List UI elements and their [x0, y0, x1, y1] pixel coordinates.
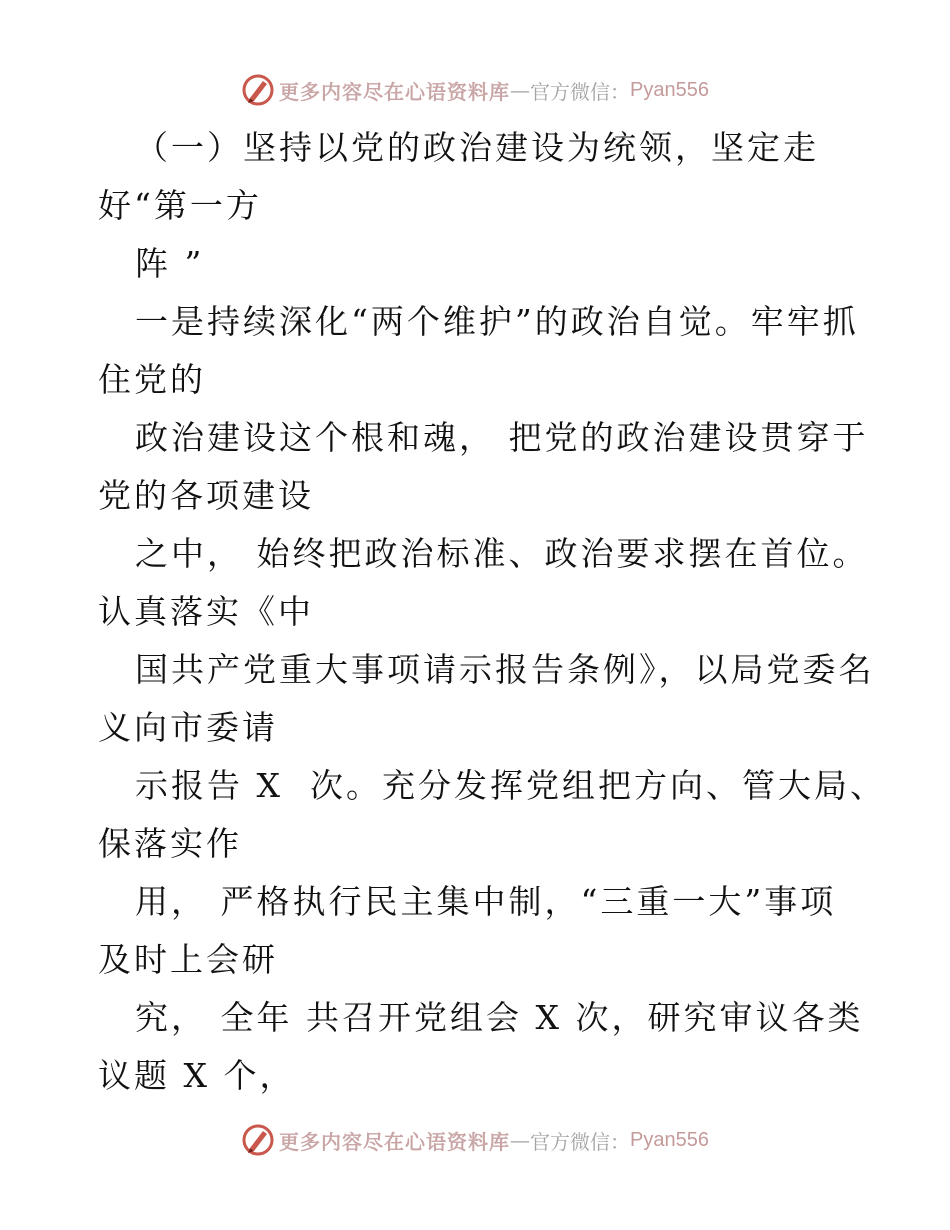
text-line: 及时上会研	[98, 940, 278, 979]
text-line: 究， 全年 共召开党组会 X 次，研究审议各类	[135, 998, 864, 1037]
watermark-account: Pyan556	[630, 1128, 709, 1151]
text-line: 住党的	[98, 360, 206, 399]
text-line: 用， 严格执行民主集中制，“三重一大”事项	[135, 882, 837, 921]
text-line: 一是持续深化“两个维护”的政治自觉。牢牢抓	[135, 302, 859, 341]
text-line: 认真落实《中	[98, 592, 314, 631]
watermark-official-label: 官方微信：	[530, 79, 631, 104]
watermark-official-label: 官方微信：	[530, 1129, 631, 1154]
watermark-dash: —	[510, 78, 531, 102]
text-line: 议题 X 个，	[98, 1056, 296, 1095]
text-line: 之中， 始终把政治标准、政治要求摆在首位。	[135, 534, 869, 573]
text-line: 义向市委请	[98, 708, 278, 747]
text-line: 国共产党重大事项请示报告条例》，以局党委名	[135, 650, 875, 689]
pen-logo-icon	[241, 1123, 275, 1157]
watermark-brand-text: 更多内容尽在心语资料库	[279, 79, 511, 104]
text-line: 政治建设这个根和魂， 把党的政治建设贯穿于	[135, 418, 869, 457]
text-line: 保落实作	[98, 824, 242, 863]
watermark-brand-text: 更多内容尽在心语资料库	[279, 1129, 511, 1154]
text-line: 好“第一方	[98, 186, 262, 225]
text-line: 党的各项建设	[98, 476, 314, 515]
watermark-account: Pyan556	[630, 78, 709, 101]
watermark-dash: —	[510, 1128, 531, 1152]
text-line: 示报告 X 次。充分发挥党组把方向、管大局、	[135, 766, 886, 805]
text-line: 阵 ”	[135, 244, 205, 283]
watermark-footer	[0, 1120, 950, 1160]
text-line: （一）坚持以党的政治建设为统领，坚定走	[135, 128, 819, 167]
